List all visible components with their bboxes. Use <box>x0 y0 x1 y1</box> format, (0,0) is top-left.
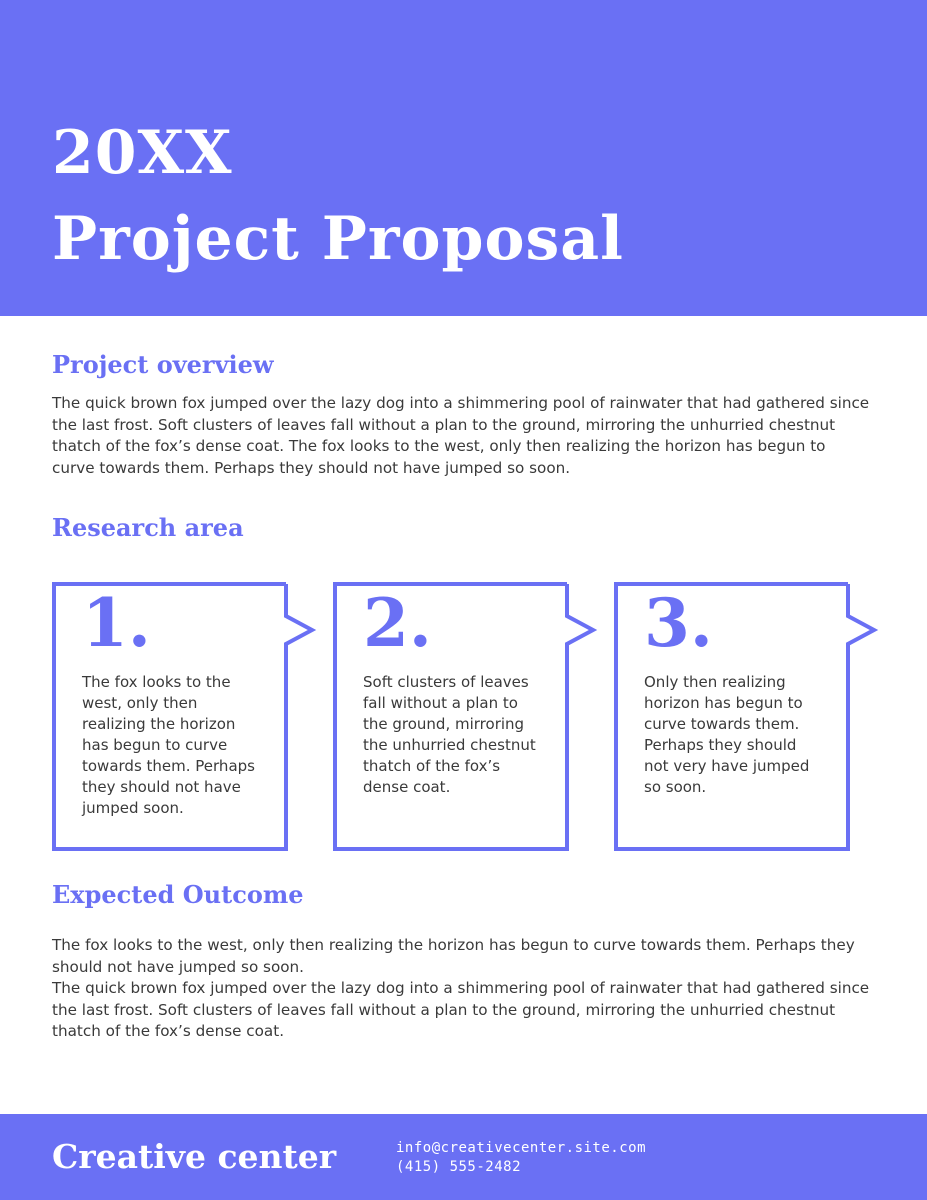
card-text: The fox looks to the west, only then realizing the horizon has begun to curve towards them. Perhaps they should not have jumped soon. <box>82 673 255 817</box>
research-card-3 <box>614 566 850 851</box>
title-main: Project Proposal <box>52 204 624 274</box>
card-number: 3. <box>644 584 713 662</box>
outcome-paragraph-1: The fox looks to the west, only then realizing the horizon has begun to curve towards them. Perhaps they should not have jumped so soon. <box>52 936 855 976</box>
title-year: 20XX <box>52 118 233 188</box>
card-number: 1. <box>82 584 151 662</box>
overview-text: The quick brown fox jumped over the lazy dog into a shimmering pool of rainwater that had gathered since the last frost. Soft clusters of leaves fall without a plan to the ground, mirroring the unhurried chestnut thatch of the fox’s dense coat. The fox looks to the west, only then realizing the horizon has begun to curve towards them. Perhaps they should not have jumped so soon. <box>52 394 870 477</box>
research-heading: Research area <box>52 513 244 542</box>
research-card-1 <box>52 566 288 851</box>
header-banner <box>0 0 927 316</box>
card-number: 2. <box>363 584 432 662</box>
outcome-heading: Expected Outcome <box>52 880 304 909</box>
footer <box>0 1114 927 1200</box>
footer-email[interactable]: info@creativecenter.site.com <box>396 1140 647 1156</box>
outcome-paragraph-2: The quick brown fox jumped over the lazy dog into a shimmering pool of rainwater that had gathered since the last frost. Soft clusters of leaves fall without a plan to the ground, mirroring the unhurried chestnut thatch of the fox’s dense coat. <box>52 979 870 1040</box>
card-text: Soft clusters of leaves fall without a plan to the ground, mirroring the unhurried chestnut thatch of the fox’s dense coat. <box>363 673 536 796</box>
card-text: Only then realizing horizon has begun to curve towards them. Perhaps they should not very have jumped so soon. <box>644 673 810 796</box>
footer-phone[interactable]: (415) 555-2482 <box>396 1159 522 1175</box>
footer-brand: Creative center <box>52 1137 337 1176</box>
overview-heading: Project overview <box>52 350 274 379</box>
research-card-2 <box>333 566 569 851</box>
